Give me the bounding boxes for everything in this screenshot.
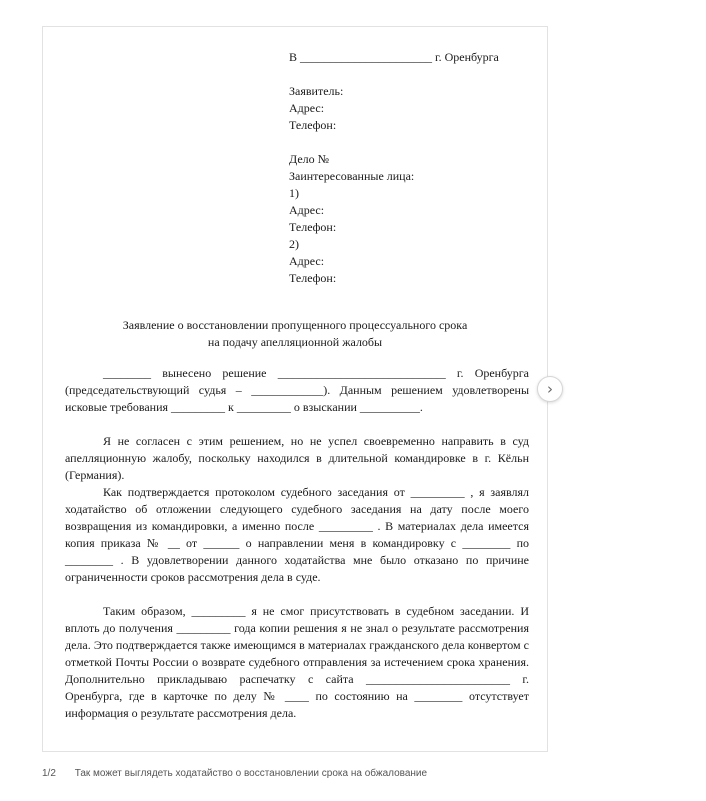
case-number-label: Дело № [289, 152, 330, 166]
interested-parties-label: Заинтересованные лица: [289, 169, 415, 183]
applicant-address-label: Адрес: [289, 101, 325, 115]
party-1-number: 1) [289, 186, 299, 200]
title-line-2: на подачу апелляционной жалобы [207, 335, 383, 349]
paragraph-decision: ________ вынесено решение ____________________________ г. Оренбурга (председательствующий судья – ____________). Данным решением удовлетворены исковые требования _________ к _________ о взыскании __________. [65, 366, 529, 414]
applicant-phone-label: Телефон: [289, 118, 337, 132]
page-counter: 1/2 [42, 768, 56, 779]
next-page-button[interactable] [537, 376, 563, 402]
document-body [65, 365, 529, 722]
party-2-phone-label: Телефон: [289, 271, 337, 285]
title-line-1: Заявление о восстановлении пропущенного процессуального срока [122, 318, 468, 332]
paragraph-protocol: Как подтверждается протоколом судебного заседания от _________ , я заявлял ходатайство об отложении следующего судебного заседания на дату после моего возвращения из командировки, а именно после _________ . В материалах дела имеется копия приказа № __ от ______ о направлении меня в командировку с ________ по ________ . В удовлетворении данного ходатайства мне было отказано по причине ограниченности сроков рассмотрения дела в суде. [65, 485, 529, 584]
chevron-right-icon: › [547, 380, 553, 398]
image-caption [42, 768, 427, 779]
caption-text: Так может выглядеть ходатайство о восстановлении срока на обжалование [74, 768, 428, 779]
document-title [43, 317, 547, 351]
applicant-label: Заявитель: [289, 84, 344, 98]
party-1-phone-label: Телефон: [289, 220, 337, 234]
document-header [289, 49, 529, 287]
document-page [42, 26, 548, 752]
paragraph-conclusion: Таким образом, _________ я не смог присутствовать в судебном заседании. И вплоть до получения _________ года копии решения я не знал о результате рассмотрения дела. Это подтверждается также имеющимся в материалах гражданского дела конвертом с отметкой Почты России о возврате судебного отправления за истечением срока хранения. Дополнительно прикладываю распечатку с сайта ________________________ г. Оренбурга, где в карточке по делу № ____ по состоянию на ________ отсутствует информация о результате рассмотрения дела. [65, 604, 529, 720]
court-line: В ______________________ г. Оренбурга [289, 50, 499, 64]
paragraph-disagreement: Я не согласен с этим решением, но не успел своевременно направить в суд апелляционную жалобу, поскольку находился в длительной командировке в г. Кёльн (Германия). [65, 434, 529, 482]
party-2-number: 2) [289, 237, 299, 251]
party-1-address-label: Адрес: [289, 203, 325, 217]
party-2-address-label: Адрес: [289, 254, 325, 268]
